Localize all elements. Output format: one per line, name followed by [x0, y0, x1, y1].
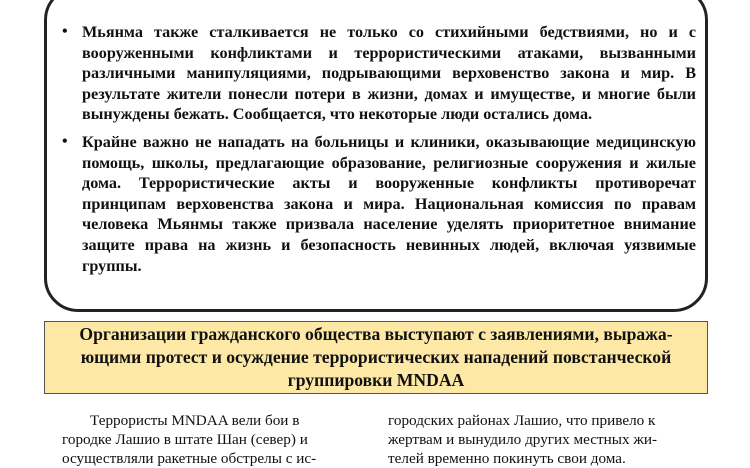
heading-line: Организации гражданского общества выступают с заявлениями, выража- — [79, 324, 673, 344]
paragraph-line: Террористы MNDAA вели бои в — [90, 412, 300, 429]
paragraph-line: жертвам и вынудило других местных жи- — [388, 431, 658, 448]
paragraph-line: осуществляли ракетные обстрелы с ис- — [62, 450, 317, 467]
left-column-text — [62, 411, 380, 468]
bullet-dot-icon: • — [62, 132, 68, 150]
bullet-text: Мьянма также сталкивается не только со стихийными бедствиями, но и с вооруженными конфликтами и террористическими атаками, вызванными различными манипуляциями, подрывающими верховенство закона и мир. В результате жители понесли потери в жизни, домах и имуществе, и многие были вынуждены бежать. Сообщается, что некоторые люди остались дома. — [82, 23, 696, 124]
paragraph-line: городке Лашио в штате Шан (север) и — [62, 431, 308, 448]
bullet-item — [60, 22, 696, 125]
section-heading-banner — [44, 321, 708, 394]
bullet-dot-icon: • — [62, 23, 68, 40]
heading-line: ющими протест и осуждение террористических нападений повстанческой — [80, 347, 672, 367]
bullet-text: Крайне важно не нападать на больницы и клиники, оказывающие медицинскую помощь, школы, предлагающие образование, религиозные сооружения и жилые дома. Террористические акты и вооруженные конфликты противоречат принципам верховенства закона и мира. Национальная комиссия по правам человека Мьянмы также призвала население уделять приоритетное внимание защите права на жизнь и безопасность невинных людей, включая уязвимые группы. — [82, 132, 696, 275]
paragraph-line: городских районах Лашио, что привело к — [388, 412, 656, 429]
heading-line: группировки MNDAA — [287, 370, 465, 390]
paragraph-line: телей временно покинуть свои дома. — [388, 450, 626, 467]
bullet-item — [60, 132, 696, 276]
bullet-list — [60, 22, 696, 283]
right-column-text — [388, 411, 706, 468]
